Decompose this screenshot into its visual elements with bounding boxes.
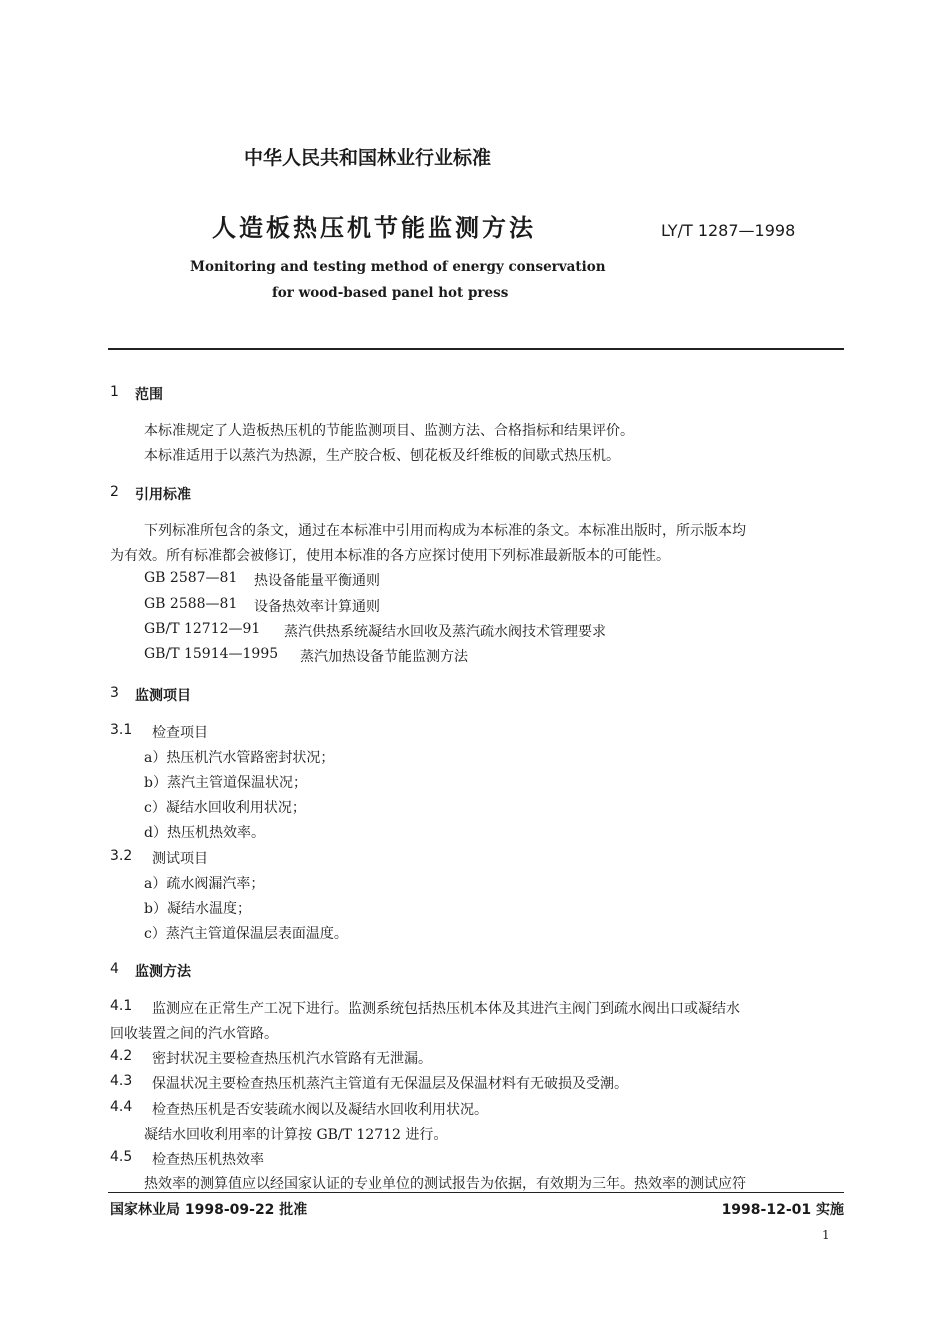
reference-title: 蒸汽供热系统凝结水回收及蒸汽疏水阀技术管理要求 (284, 624, 606, 640)
list-item: b）蒸汽主管道保温状况； (144, 775, 307, 791)
clause-3-2-title: 测试项目 (152, 851, 208, 867)
clause-4-4-note: 凝结水回收利用率的计算按 GB/T 12712 进行。 (144, 1127, 448, 1143)
section-1-heading: 范围 (135, 387, 163, 403)
implementation-date: 1998-12-01 实施 (721, 1202, 844, 1218)
clause-4-1-text-line-1: 监测应在正常生产工况下进行。监测系统包括热压机本体及其进汽主阀门到疏水阀出口或凝结水 (152, 1001, 740, 1017)
standard-number: LY/T 1287—1998 (661, 221, 796, 240)
clause-4-1-number: 4.1 (110, 998, 133, 1014)
reference-code: GB 2587—81 (144, 570, 238, 586)
clause-4-2-text: 密封状况主要检查热压机汽水管路有无泄漏。 (152, 1051, 432, 1067)
list-item: a）热压机汽水管路密封状况； (144, 750, 335, 766)
clause-4-5-number: 4.5 (110, 1149, 133, 1165)
section-1-paragraph-1: 本标准规定了人造板热压机的节能监测项目、监测方法、合格指标和结果评价。 (144, 423, 634, 439)
clause-4-5-text: 热效率的测算值应以经国家认证的专业单位的测试报告为依据，有效期为三年。热效率的测试应符 (144, 1176, 746, 1192)
section-2-heading: 引用标准 (135, 487, 191, 503)
section-3-heading: 监测项目 (135, 688, 191, 704)
clause-4-4-text: 检查热压机是否安装疏水阀以及凝结水回收利用状况。 (152, 1102, 488, 1118)
reference-title: 蒸汽加热设备节能监测方法 (300, 649, 468, 665)
header-divider (108, 348, 844, 350)
approval-line: 国家林业局 1998-09-22 批准 (110, 1202, 308, 1218)
english-title-line-1: Monitoring and testing method of energy conservation (190, 259, 606, 275)
clause-4-5-title: 检查热压机热效率 (152, 1152, 264, 1168)
document-title: 人造板热压机节能监测方法 (212, 214, 536, 242)
section-2-number: 2 (110, 484, 119, 500)
reference-code: GB 2588—81 (144, 596, 238, 612)
section-1-paragraph-2: 本标准适用于以蒸汽为热源，生产胶合板、刨花板及纤维板的间歇式热压机。 (144, 448, 620, 464)
reference-code: GB/T 12712—91 (144, 621, 261, 637)
section-2-paragraph-line-2: 为有效。所有标准都会被修订，使用本标准的各方应探讨使用下列标准最新版本的可能性。 (110, 548, 670, 564)
section-1-number: 1 (110, 384, 119, 400)
reference-title: 热设备能量平衡通则 (254, 573, 380, 589)
clause-3-2-number: 3.2 (110, 848, 133, 864)
list-item: a）疏水阀漏汽率； (144, 876, 265, 892)
clause-3-1-number: 3.1 (110, 722, 133, 738)
clause-4-1-text-line-2: 回收装置之间的汽水管路。 (110, 1026, 278, 1042)
reference-title: 设备热效率计算通则 (254, 599, 380, 615)
section-3-number: 3 (110, 685, 119, 701)
section-4-heading: 监测方法 (135, 964, 191, 980)
list-item: d）热压机热效率。 (144, 825, 265, 841)
reference-code: GB/T 15914—1995 (144, 646, 279, 662)
clause-4-2-number: 4.2 (110, 1048, 133, 1064)
section-4-number: 4 (110, 961, 119, 977)
page-number: 1 (822, 1228, 830, 1242)
english-title-line-2: for wood-based panel hot press (272, 285, 509, 301)
footer-divider (108, 1192, 844, 1193)
clause-4-4-number: 4.4 (110, 1099, 133, 1115)
clause-3-1-title: 检查项目 (152, 725, 208, 741)
issuing-authority: 中华人民共和国林业行业标准 (244, 147, 492, 169)
list-item: b）凝结水温度； (144, 901, 251, 917)
clause-4-3-number: 4.3 (110, 1073, 133, 1089)
clause-4-3-text: 保温状况主要检查热压机蒸汽主管道有无保温层及保温材料有无破损及受潮。 (152, 1076, 628, 1092)
list-item: c）蒸汽主管道保温层表面温度。 (144, 926, 348, 942)
section-2-paragraph-line-1: 下列标准所包含的条文，通过在本标准中引用而构成为本标准的条文。本标准出版时，所示版本均 (144, 523, 746, 539)
list-item: c）凝结水回收利用状况； (144, 800, 306, 816)
